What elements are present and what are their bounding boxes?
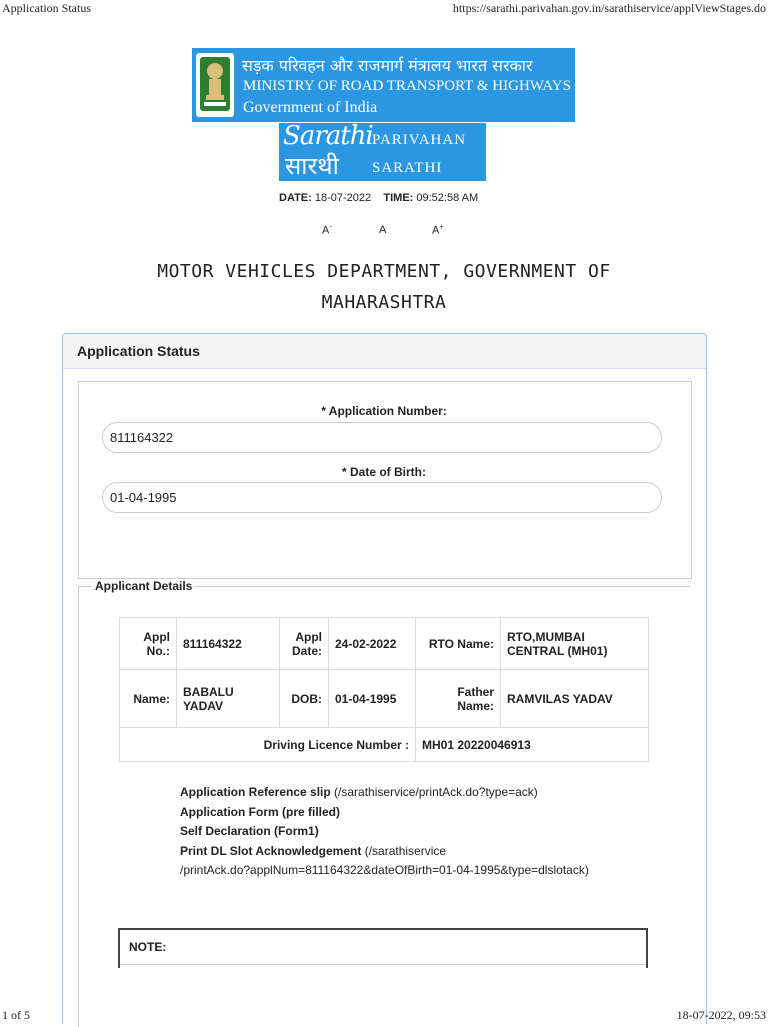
logo-sarathi: SARATHI: [372, 160, 443, 176]
father-name-label: Father Name:: [416, 670, 501, 728]
ministry-banner: [192, 48, 575, 122]
print-datetime: 18-07-2022, 09:53: [676, 1008, 766, 1022]
application-form-link[interactable]: Application Form (pre filled): [180, 804, 341, 819]
logo-parivahan: PARIVAHAN: [372, 132, 467, 148]
dob-label: DOB:: [280, 670, 329, 728]
note-label: NOTE:: [129, 940, 167, 954]
list-item[interactable]: [180, 803, 589, 823]
table-row: [120, 728, 649, 762]
note-box: [118, 928, 648, 968]
list-item[interactable]: [180, 822, 589, 842]
panel-title: Application Status: [77, 343, 200, 359]
department-title-line1: MOTOR VEHICLES DEPARTMENT, GOVERNMENT OF: [157, 261, 611, 282]
list-item: [180, 861, 589, 881]
dl-number-label: Driving Licence Number :: [120, 728, 416, 762]
dl-slot-ack-url-part2: /printAck.do?applNum=811164322&dateOfBirth=01-04-1995&type=dlslotack): [180, 863, 589, 877]
appl-no-label: Appl No.:: [120, 618, 177, 670]
rto-name-label: RTO Name:: [416, 618, 501, 670]
note-divider: [120, 964, 646, 965]
font-normal-button[interactable]: A: [379, 224, 387, 236]
rto-name-value: RTO,MUMBAI CENTRAL (MH01): [501, 618, 649, 670]
date-of-birth-input[interactable]: [102, 482, 662, 513]
appl-date-label: Appl Date:: [280, 618, 329, 670]
father-name-value: RAMVILAS YADAV: [501, 670, 649, 728]
dl-slot-ack-url-part1: (/sarathiservice: [364, 843, 447, 858]
print-page-url: https://sarathi.parivahan.gov.in/sarathiservice/applViewStages.do: [452, 1, 766, 15]
date-label: DATE:: [279, 192, 312, 204]
self-declaration-link[interactable]: Self Declaration (Form1): [180, 824, 319, 838]
reference-slip-url: (/sarathiservice/printAck.do?type=ack): [334, 785, 538, 799]
name-label: Name:: [120, 670, 177, 728]
time-label: TIME:: [383, 192, 414, 204]
reference-slip-link[interactable]: Application Reference slip: [180, 785, 331, 799]
sarathi-logo-text: Sarathi: [283, 121, 373, 151]
table-row: [120, 618, 649, 670]
list-item[interactable]: [180, 842, 589, 862]
appl-no-value: 811164322: [177, 618, 280, 670]
dl-number-value: MH01 20220046913: [416, 728, 649, 762]
ministry-hindi-name: सड़क परिवहन और राजमार्ग मंत्रालय भारत सरकार: [242, 56, 533, 75]
print-page-title: Application Status: [2, 1, 91, 15]
time-value: 09:52:58 AM: [416, 192, 479, 204]
server-datetime: [279, 192, 478, 204]
dl-slot-ack-link[interactable]: Print DL Slot Acknowledgement: [180, 843, 362, 858]
sarathi-logo[interactable]: [279, 123, 486, 181]
government-name: Government of India: [243, 99, 378, 116]
font-increase-button[interactable]: A+: [432, 224, 444, 237]
list-item[interactable]: [180, 783, 589, 803]
application-number-input[interactable]: [102, 422, 662, 453]
table-row: [120, 670, 649, 728]
dob-value: 01-04-1995: [329, 670, 416, 728]
national-emblem-icon: [196, 53, 234, 117]
ministry-name: MINISTRY OF ROAD TRANSPORT & HIGHWAYS: [243, 78, 571, 94]
application-number-label: * Application Number:: [321, 404, 447, 418]
sarathi-logo-hindi: सारथी: [285, 152, 339, 180]
print-footer: [0, 1006, 768, 1022]
appl-date-value: 24-02-2022: [329, 618, 416, 670]
applicant-details-table: [119, 617, 649, 762]
font-decrease-button[interactable]: A-: [322, 224, 332, 237]
name-value: BABALU YADAV: [177, 670, 280, 728]
document-links: [180, 783, 589, 881]
date-of-birth-label: * Date of Birth:: [342, 465, 426, 479]
print-header: [0, 0, 768, 16]
applicant-details-legend: Applicant Details: [92, 579, 195, 593]
print-page-number: 1 of 5: [2, 1008, 30, 1022]
date-value: 18-07-2022: [314, 192, 372, 204]
department-title-line2: MAHARASHTRA: [321, 292, 447, 313]
panel-header: [63, 334, 706, 369]
